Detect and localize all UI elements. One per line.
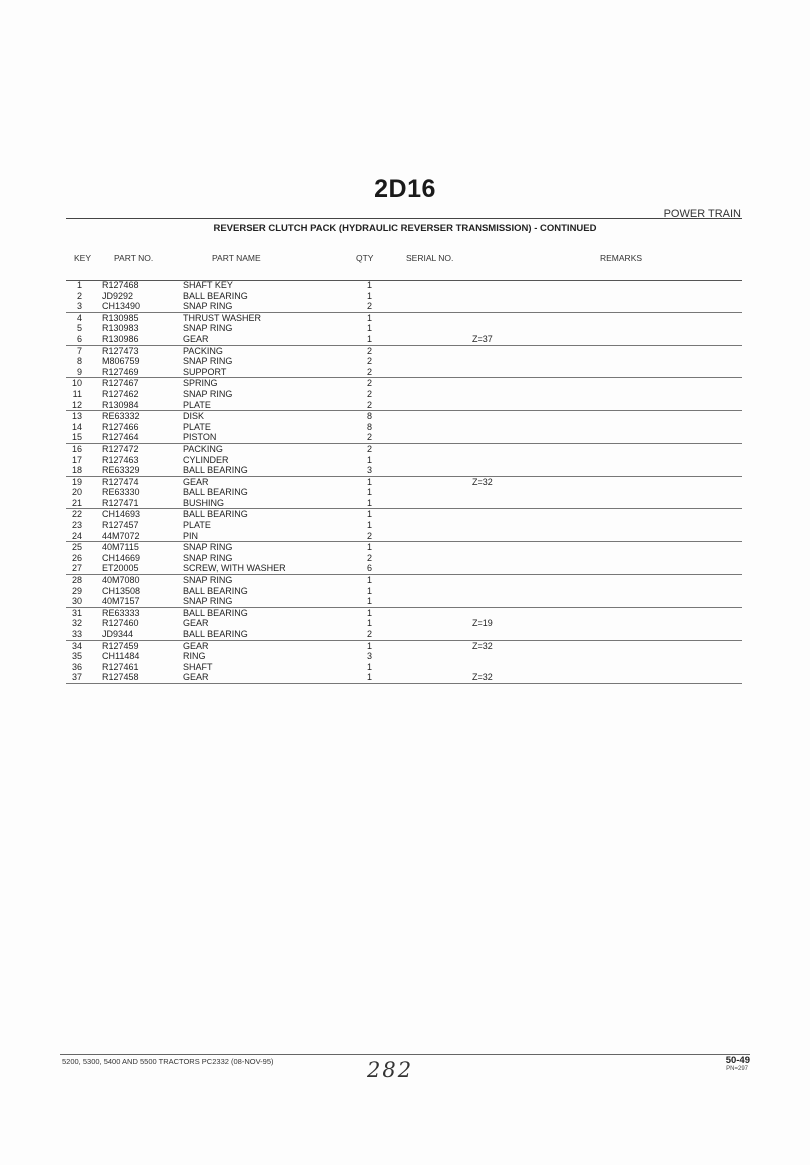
row-qty: 2 bbox=[366, 443, 372, 454]
row-part-no: R127463 bbox=[102, 454, 139, 465]
footer-models: 5200, 5300, 5400 AND 5500 TRACTORS PC2332 (08-NOV-95) bbox=[62, 1057, 274, 1066]
row-qty: 3 bbox=[366, 465, 372, 476]
table-row bbox=[0, 378, 810, 389]
table-row bbox=[0, 313, 810, 324]
row-part-name: PACKING bbox=[183, 443, 223, 454]
table-row bbox=[0, 422, 810, 433]
column-header-part-name: PART NAME bbox=[212, 253, 261, 263]
row-part-name: PLATE bbox=[183, 520, 211, 531]
row-part-name: GEAR bbox=[183, 333, 209, 344]
row-qty: 1 bbox=[366, 585, 372, 596]
row-part-name: PIN bbox=[183, 530, 199, 541]
row-part-no: R127462 bbox=[102, 388, 139, 399]
row-part-name: SNAP RING bbox=[183, 542, 233, 553]
row-part-no: RE63330 bbox=[102, 487, 140, 498]
footer-pn: PN=297 bbox=[726, 1066, 748, 1072]
table-row bbox=[0, 455, 810, 466]
row-key: 34 bbox=[71, 640, 82, 651]
row-part-name: BUSHING bbox=[183, 497, 225, 508]
table-row bbox=[0, 651, 810, 662]
row-part-name: PACKING bbox=[183, 345, 223, 356]
row-qty: 2 bbox=[366, 432, 372, 443]
row-part-no: R127473 bbox=[102, 345, 139, 356]
table-row bbox=[0, 542, 810, 553]
row-part-no: JD9292 bbox=[102, 290, 134, 301]
row-part-name: DISK bbox=[183, 411, 205, 422]
row-part-no: R127466 bbox=[102, 421, 139, 432]
row-part-name: BALL BEARING bbox=[183, 465, 248, 476]
row-key: 29 bbox=[71, 585, 82, 596]
row-key: 37 bbox=[71, 672, 82, 683]
table-row bbox=[0, 444, 810, 455]
table-row bbox=[0, 608, 810, 619]
table-row bbox=[0, 487, 810, 498]
row-key: 32 bbox=[71, 618, 82, 629]
row-part-name: GEAR bbox=[183, 476, 209, 487]
row-part-name: BALL BEARING bbox=[183, 629, 248, 639]
row-key: 25 bbox=[71, 542, 82, 553]
row-qty: 1 bbox=[366, 323, 372, 334]
row-key: 30 bbox=[71, 596, 82, 607]
table-row bbox=[0, 618, 810, 629]
page-title: 2D16 bbox=[374, 175, 436, 203]
row-part-no: ET20005 bbox=[102, 563, 139, 574]
row-qty: 8 bbox=[366, 421, 372, 432]
row-part-no: R127467 bbox=[102, 378, 139, 389]
row-key: 31 bbox=[71, 607, 82, 618]
section-label: POWER TRAIN bbox=[663, 208, 741, 220]
row-key: 36 bbox=[71, 661, 82, 672]
row-part-name: GEAR bbox=[183, 672, 209, 683]
row-part-name: SCREW, WITH WASHER bbox=[183, 563, 286, 574]
row-qty: 1 bbox=[366, 596, 372, 607]
row-qty: 1 bbox=[366, 661, 372, 672]
column-header-part-no: PART NO. bbox=[114, 253, 154, 263]
row-part-no: CH14669 bbox=[102, 552, 141, 563]
row-part-no: R127474 bbox=[102, 476, 139, 487]
column-header-qty: QTY bbox=[356, 253, 374, 263]
row-key: 27 bbox=[71, 563, 82, 574]
row-key: 20 bbox=[71, 487, 82, 498]
table-row bbox=[0, 356, 810, 367]
table-row bbox=[0, 553, 810, 564]
row-key: 9 bbox=[76, 366, 82, 377]
row-qty: 2 bbox=[366, 301, 372, 312]
row-key: 28 bbox=[71, 575, 82, 586]
row-qty: 8 bbox=[366, 411, 372, 422]
footer-page-number: 50-49 bbox=[725, 1055, 750, 1066]
parts-table bbox=[0, 280, 810, 684]
row-serial-no: Z=19 bbox=[472, 618, 493, 629]
table-row bbox=[0, 346, 810, 357]
row-qty: 1 bbox=[366, 280, 372, 290]
row-key: 13 bbox=[71, 411, 82, 422]
column-header-remarks: REMARKS bbox=[600, 253, 643, 263]
row-part-name: GEAR bbox=[183, 618, 209, 629]
row-qty: 1 bbox=[366, 640, 372, 651]
row-part-name: SNAP RING bbox=[183, 388, 233, 399]
table-row bbox=[0, 662, 810, 673]
table-row bbox=[66, 432, 742, 444]
row-key: 17 bbox=[71, 454, 82, 465]
row-part-no: RE63332 bbox=[102, 411, 140, 422]
row-key: 15 bbox=[71, 432, 82, 443]
row-qty: 2 bbox=[366, 388, 372, 399]
table-row bbox=[0, 389, 810, 400]
row-qty: 3 bbox=[366, 651, 372, 662]
row-part-name: PLATE bbox=[183, 421, 211, 432]
footer-rule bbox=[60, 1054, 750, 1055]
row-key: 24 bbox=[71, 530, 82, 541]
row-part-name: PISTON bbox=[183, 432, 217, 443]
row-part-no: R127459 bbox=[102, 640, 139, 651]
row-key: 26 bbox=[71, 552, 82, 563]
header-rule bbox=[66, 218, 742, 219]
row-key: 1 bbox=[76, 280, 82, 290]
table-row bbox=[66, 498, 742, 510]
row-part-no: RE63329 bbox=[102, 465, 140, 476]
row-part-name: GEAR bbox=[183, 640, 209, 651]
table-row bbox=[0, 477, 810, 488]
row-qty: 1 bbox=[366, 454, 372, 465]
row-qty: 1 bbox=[366, 312, 372, 323]
table-row bbox=[66, 629, 742, 641]
row-part-name: THRUST WASHER bbox=[183, 312, 262, 323]
row-serial-no: Z=32 bbox=[472, 640, 493, 651]
row-qty: 1 bbox=[366, 290, 372, 301]
row-part-no: R127469 bbox=[102, 366, 139, 377]
row-qty: 1 bbox=[366, 607, 372, 618]
table-row bbox=[0, 641, 810, 652]
table-row bbox=[0, 411, 810, 422]
row-key: 33 bbox=[71, 629, 82, 639]
row-part-no: CH14693 bbox=[102, 509, 141, 520]
row-part-name: SHAFT KEY bbox=[183, 280, 233, 290]
table-row bbox=[0, 509, 810, 520]
row-part-no: M806759 bbox=[102, 356, 140, 367]
row-key: 35 bbox=[71, 651, 82, 662]
row-part-no: R130986 bbox=[102, 333, 139, 344]
row-part-name: BALL BEARING bbox=[183, 607, 248, 618]
row-qty: 2 bbox=[366, 356, 372, 367]
row-qty: 2 bbox=[366, 530, 372, 541]
row-key: 21 bbox=[71, 497, 82, 508]
row-key: 16 bbox=[71, 443, 82, 454]
row-part-name: BALL BEARING bbox=[183, 487, 248, 498]
handwritten-page-number: 282 bbox=[367, 1058, 414, 1082]
row-part-name: SPRING bbox=[183, 378, 218, 389]
row-qty: 1 bbox=[366, 575, 372, 586]
row-key: 10 bbox=[71, 378, 82, 389]
row-part-no: 40M7157 bbox=[102, 596, 140, 607]
row-key: 6 bbox=[76, 333, 82, 344]
row-qty: 1 bbox=[366, 672, 372, 683]
row-part-name: SNAP RING bbox=[183, 356, 233, 367]
section-subtitle: REVERSER CLUTCH PACK (HYDRAULIC REVERSER TRANSMISSION) - CONTINUED bbox=[213, 223, 597, 234]
row-part-name: CYLINDER bbox=[183, 454, 229, 465]
row-qty: 1 bbox=[366, 509, 372, 520]
row-serial-no: Z=37 bbox=[472, 333, 493, 344]
table-row bbox=[0, 586, 810, 597]
row-key: 12 bbox=[71, 399, 82, 410]
row-part-no: R127464 bbox=[102, 432, 139, 443]
row-part-name: BALL BEARING bbox=[183, 290, 248, 301]
row-part-name: SHAFT bbox=[183, 661, 213, 672]
table-row bbox=[66, 400, 742, 412]
row-serial-no: Z=32 bbox=[472, 672, 493, 683]
row-qty: 6 bbox=[366, 563, 372, 574]
table-row bbox=[66, 672, 742, 684]
row-qty: 1 bbox=[366, 476, 372, 487]
row-key: 23 bbox=[71, 520, 82, 531]
row-key: 22 bbox=[71, 509, 82, 520]
row-qty: 1 bbox=[366, 497, 372, 508]
row-part-no: R127460 bbox=[102, 618, 139, 629]
row-part-name: SNAP RING bbox=[183, 575, 233, 586]
row-part-name: SNAP RING bbox=[183, 552, 233, 563]
row-part-no: R127457 bbox=[102, 520, 139, 531]
row-key: 11 bbox=[72, 388, 82, 399]
row-qty: 2 bbox=[366, 399, 372, 410]
row-key: 7 bbox=[76, 345, 82, 356]
row-part-no: 44M7072 bbox=[102, 530, 140, 541]
row-qty: 1 bbox=[366, 542, 372, 553]
row-part-name: SNAP RING bbox=[183, 596, 233, 607]
column-header-key: KEY bbox=[74, 253, 92, 263]
row-key: 5 bbox=[76, 323, 82, 334]
row-key: 8 bbox=[76, 356, 82, 367]
row-part-name: RING bbox=[183, 651, 206, 662]
row-qty: 2 bbox=[366, 378, 372, 389]
table-row bbox=[66, 596, 742, 608]
row-part-name: PLATE bbox=[183, 399, 211, 410]
table-row bbox=[0, 520, 810, 531]
table-row bbox=[66, 563, 742, 575]
row-part-no: R127468 bbox=[102, 280, 139, 290]
table-row bbox=[0, 323, 810, 334]
row-part-name: BALL BEARING bbox=[183, 585, 248, 596]
table-row bbox=[66, 301, 742, 313]
row-part-name: SNAP RING bbox=[183, 323, 233, 334]
row-key: 19 bbox=[71, 476, 82, 487]
row-qty: 2 bbox=[366, 345, 372, 356]
row-serial-no: Z=32 bbox=[472, 476, 493, 487]
row-part-no: R127461 bbox=[102, 661, 139, 672]
row-key: 3 bbox=[76, 301, 82, 312]
table-row bbox=[0, 280, 810, 291]
row-part-no: R127472 bbox=[102, 443, 139, 454]
row-part-no: CH13490 bbox=[102, 301, 141, 312]
row-key: 2 bbox=[76, 290, 82, 301]
row-key: 14 bbox=[71, 421, 82, 432]
table-row bbox=[0, 575, 810, 586]
row-part-name: BALL BEARING bbox=[183, 509, 248, 520]
table-row bbox=[66, 531, 742, 543]
row-part-no: JD9344 bbox=[102, 629, 134, 639]
row-qty: 1 bbox=[366, 520, 372, 531]
table-row bbox=[66, 334, 742, 346]
row-key: 4 bbox=[76, 312, 82, 323]
table-row bbox=[0, 291, 810, 302]
table-row bbox=[66, 465, 742, 477]
row-part-no: R130983 bbox=[102, 323, 139, 334]
row-part-no: 40M7080 bbox=[102, 575, 140, 586]
row-part-no: R130985 bbox=[102, 312, 139, 323]
column-header-serial-no: SERIAL NO. bbox=[406, 253, 454, 263]
row-part-name: SNAP RING bbox=[183, 301, 233, 312]
table-row bbox=[66, 367, 742, 379]
row-qty: 2 bbox=[366, 629, 372, 639]
row-part-no: 40M7115 bbox=[102, 542, 139, 553]
row-key: 18 bbox=[71, 465, 82, 476]
row-qty: 1 bbox=[366, 333, 372, 344]
row-part-no: CH11484 bbox=[102, 651, 140, 662]
row-part-no: RE63333 bbox=[102, 607, 140, 618]
row-qty: 2 bbox=[366, 366, 372, 377]
row-qty: 1 bbox=[366, 618, 372, 629]
row-qty: 2 bbox=[366, 552, 372, 563]
row-part-no: R127458 bbox=[102, 672, 139, 683]
row-part-no: R127471 bbox=[102, 497, 139, 508]
row-part-no: R130984 bbox=[102, 399, 139, 410]
row-qty: 1 bbox=[366, 487, 372, 498]
row-part-name: SUPPORT bbox=[183, 366, 227, 377]
row-part-no: CH13508 bbox=[102, 585, 141, 596]
